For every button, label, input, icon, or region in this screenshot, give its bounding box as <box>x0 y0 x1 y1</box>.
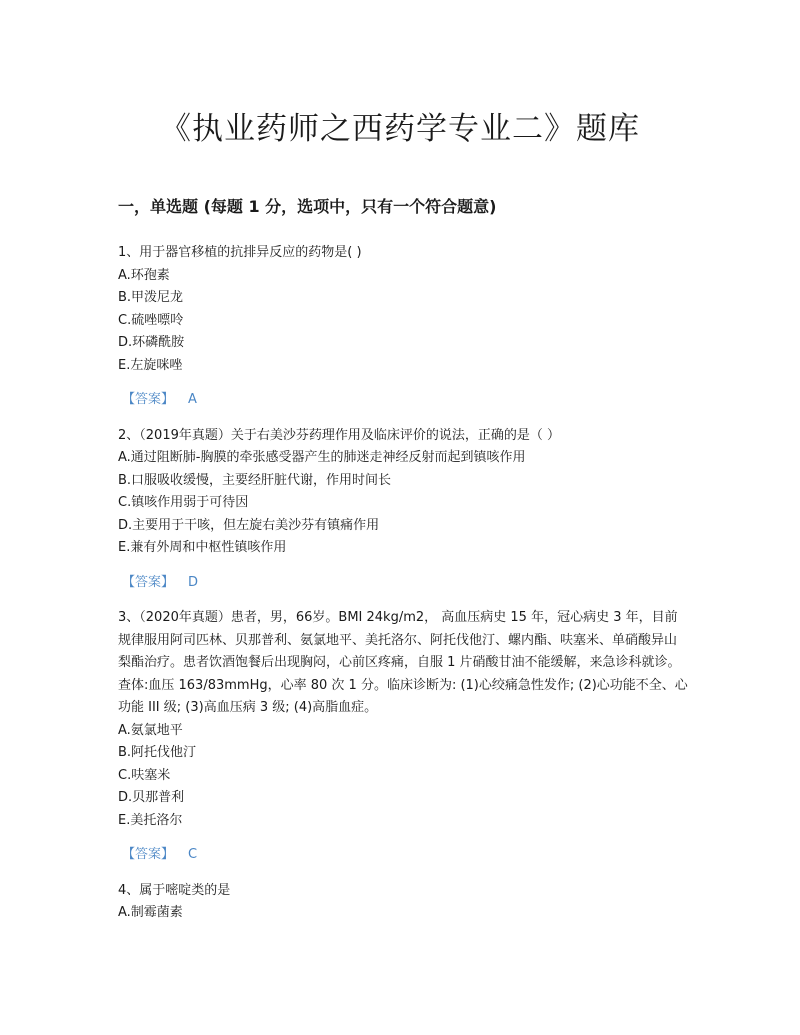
option-c: C.镇咳作用弱于可待因 <box>118 495 249 510</box>
question-stem: 1、用于器官移植的抗排异反应的药物是( ) <box>118 245 362 260</box>
question-1 <box>118 242 688 412</box>
answer-label: 【答案】 <box>122 574 175 590</box>
option-b: B.甲泼尼龙 <box>118 290 184 305</box>
option-d: D.环磷酰胺 <box>118 335 185 350</box>
answer-value: A <box>188 392 197 407</box>
question-2 <box>118 425 688 595</box>
question-stem: 4、属于嘧啶类的是 <box>118 882 231 898</box>
option-d: D.主要用于干咳，但左旋右美沙芬有镇痛作用 <box>118 517 380 533</box>
option-a: A.通过阻断肺-胸膜的牵张感受器产生的肺迷走神经反射而起到镇咳作用 <box>118 450 526 465</box>
option-c: C.硫唑嘌呤 <box>118 312 184 328</box>
question-3 <box>118 607 688 867</box>
option-a: A.环孢素 <box>118 267 170 283</box>
option-e: E.美托洛尔 <box>118 812 183 828</box>
section-heading: 一，单选题 (每题 1 分，选项中，只有一个符合题意) <box>118 197 497 216</box>
option-b: B.口服吸收缓慢，主要经肝脏代谢，作用时间长 <box>118 472 392 488</box>
option-list <box>118 720 688 833</box>
answer-line <box>118 389 688 412</box>
option-e: E.兼有外周和中枢性镇咳作用 <box>118 540 287 555</box>
option-a: A.氨氯地平 <box>118 722 183 738</box>
option-list <box>118 902 688 925</box>
answer-label: 【答案】 <box>122 392 175 407</box>
question-stem: 2、（2019年真题）关于右美沙芬药理作用及临床评价的说法，正确的是（ ） <box>118 427 560 443</box>
option-list <box>118 265 688 378</box>
question-4 <box>118 880 688 925</box>
answer-value: C <box>188 847 198 862</box>
question-list <box>118 242 688 925</box>
answer-value: D <box>188 574 199 590</box>
option-list <box>118 447 688 560</box>
answer-line <box>118 844 688 867</box>
option-e: E.左旋咪唑 <box>118 357 183 373</box>
option-a: A.制霉菌素 <box>118 905 183 920</box>
question-stem: 3、（2020年真题）患者，男，66岁。BMI 24kg/m2， 高血压病史 15 年，冠心病史 3 年，目前规律服用阿司匹林、贝那普利、氨氯地平、美托洛尔、阿托伐他汀、螺内酯、呋塞米、单硝酸异山梨酯治疗。患者饮酒饱餐后出现胸闷，心前区疼痛，自服 1 片硝酸甘油不能缓解，来急诊科就诊。查体:血压 163/83mmHg，心率 80 次 1 分。临床诊断为: (1)心绞痛急性发作; (2)心功能不全、心功能 III 级; (3)高血压病 3 级; (4)高脂血症。 <box>118 610 688 715</box>
option-b: B.阿托伐他汀 <box>118 745 197 760</box>
option-d: D.贝那普利 <box>118 790 185 805</box>
document-title: 《执业药师之西药学专业二》题库 <box>160 111 640 147</box>
answer-line <box>118 572 688 595</box>
option-c: C.呋塞米 <box>118 767 171 783</box>
answer-label: 【答案】 <box>122 847 175 862</box>
